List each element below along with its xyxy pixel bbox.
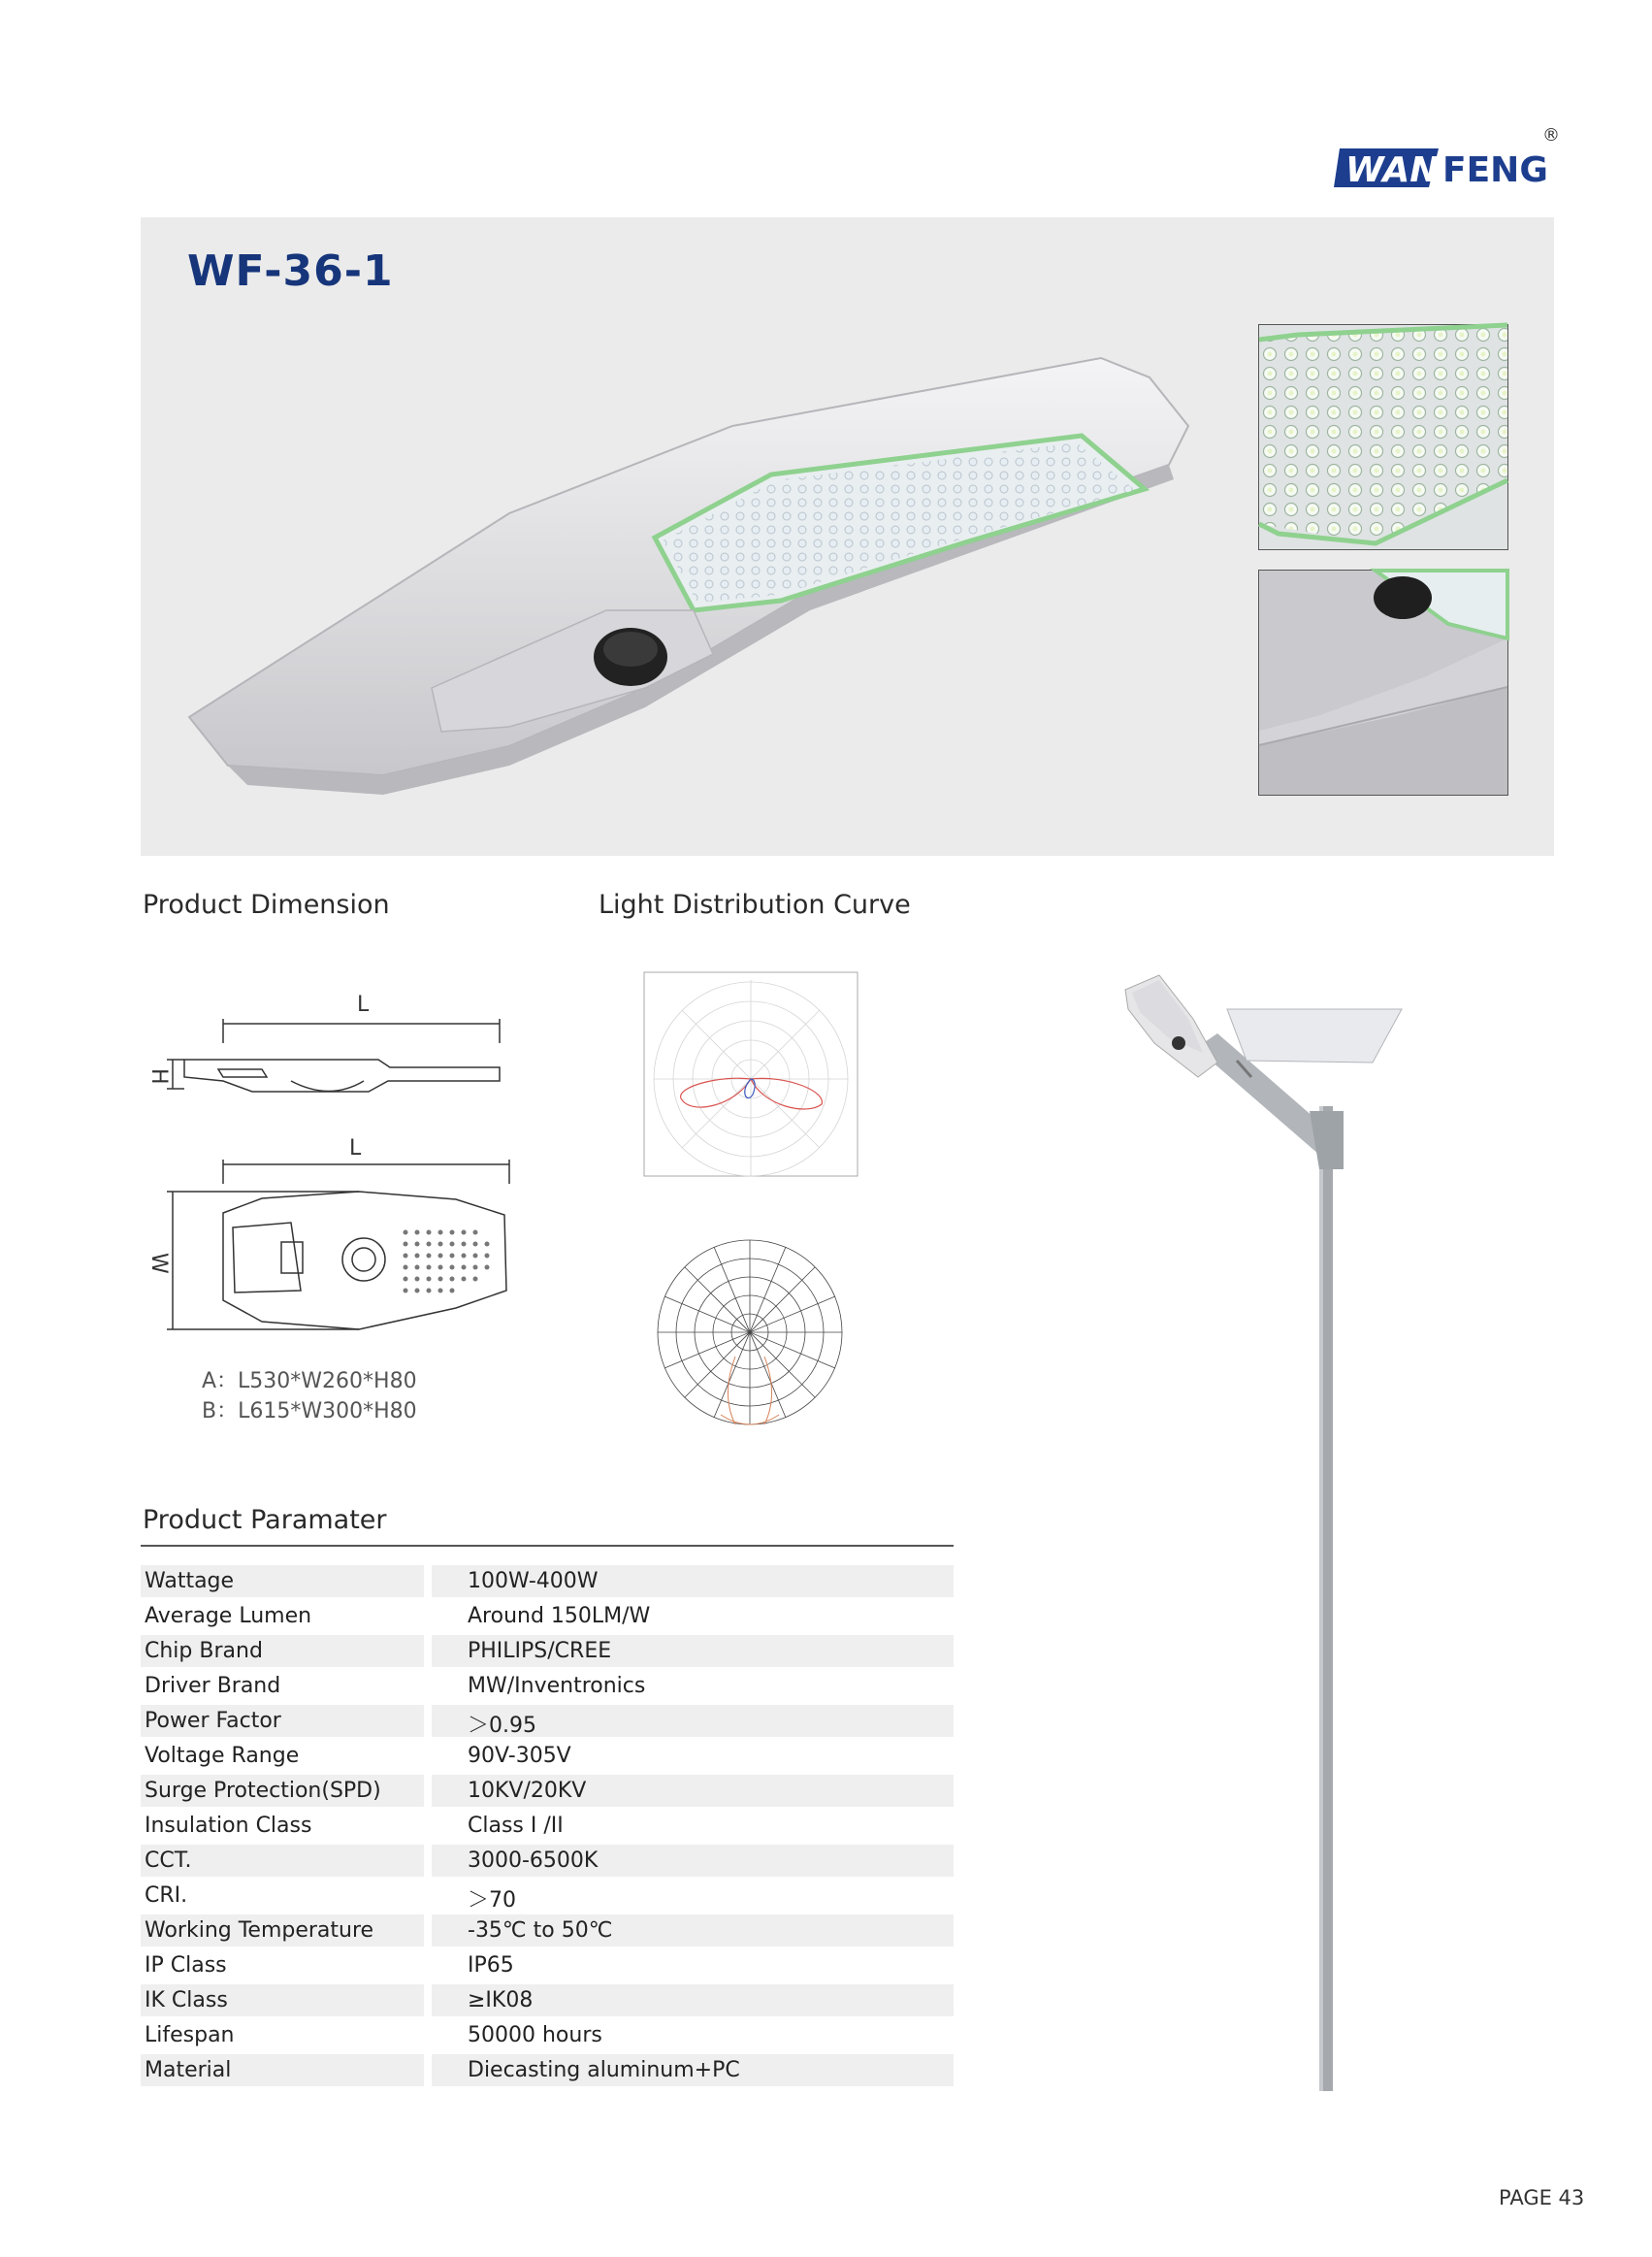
- parameter-row: [141, 1775, 954, 1810]
- parameter-row: [141, 2019, 954, 2054]
- parameter-name-cell: [141, 1880, 424, 1912]
- parameter-value: IP65: [468, 1953, 514, 1978]
- parameter-value: Class I /II: [468, 1814, 564, 1838]
- parameter-name: Power Factor: [145, 1709, 281, 1733]
- dim-label-length-top: L: [357, 993, 370, 1017]
- parameter-name: CCT.: [145, 1848, 192, 1873]
- parameter-value-cell: [432, 1565, 954, 1597]
- parameter-row: [141, 1914, 954, 1949]
- solar-street-light-pole-image: [1120, 965, 1411, 2091]
- product-model-title: WF-36-1: [187, 246, 394, 296]
- parameter-name-cell: [141, 1984, 424, 2016]
- product-hero-panel: [141, 217, 1554, 856]
- parameter-value-cell: [432, 1845, 954, 1877]
- product-dimension-drawing: [146, 980, 534, 1349]
- isolux-polar-diagram: [653, 1230, 847, 1442]
- dimension-note-a: A：L530*W260*H80: [202, 1369, 417, 1393]
- parameter-name-cell: [141, 1565, 424, 1597]
- parameter-value-cell: [432, 1880, 954, 1912]
- parameter-value: Around 150LM/W: [468, 1604, 651, 1628]
- parameter-name-cell: [141, 2019, 424, 2051]
- parameter-name-cell: [141, 1600, 424, 1632]
- product-parameter-heading: Product Paramater: [143, 1505, 387, 1535]
- parameter-row: [141, 1705, 954, 1740]
- parameter-value-cell: [432, 1949, 954, 1981]
- parameter-value: 3000-6500K: [468, 1848, 599, 1873]
- parameter-value: -35℃ to 50℃: [468, 1918, 613, 1943]
- parameter-divider: [141, 1545, 954, 1547]
- parameter-value: ≥IK08: [468, 1988, 534, 2012]
- parameter-name: Material: [145, 2058, 232, 2082]
- parameter-value: 10KV/20KV: [468, 1779, 587, 1803]
- parameter-row: [141, 1880, 954, 1914]
- parameter-value-cell: [432, 1670, 954, 1702]
- parameter-name-cell: [141, 1845, 424, 1877]
- parameter-value: 100W-400W: [468, 1569, 599, 1593]
- product-dimension-heading: Product Dimension: [143, 890, 390, 920]
- parameter-value-cell: [432, 1914, 954, 1946]
- parameter-name-cell: [141, 1740, 424, 1772]
- logo-text-right: FENG: [1442, 150, 1548, 190]
- light-distribution-heading: Light Distribution Curve: [599, 890, 911, 920]
- sensor-closeup-image: [1258, 570, 1508, 796]
- parameter-name: Voltage Range: [145, 1744, 300, 1768]
- parameter-value-cell: [432, 1775, 954, 1807]
- parameter-name-cell: [141, 1810, 424, 1842]
- parameter-name: IP Class: [145, 1953, 227, 1978]
- parameter-name-cell: [141, 2054, 424, 2086]
- parameter-name: Surge Protection(SPD): [145, 1779, 381, 1803]
- parameter-row: [141, 1810, 954, 1845]
- parameter-row: [141, 1670, 954, 1705]
- parameter-name: Lifespan: [145, 2023, 235, 2047]
- parameter-value-cell: [432, 1705, 954, 1737]
- parameter-value: MW/Inventronics: [468, 1674, 646, 1698]
- parameter-row: [141, 1600, 954, 1635]
- parameter-name: Insulation Class: [145, 1814, 312, 1838]
- brand-logo: [1334, 121, 1560, 194]
- parameter-name: Working Temperature: [145, 1918, 374, 1943]
- parameter-value-cell: [432, 1984, 954, 2016]
- parameter-row: [141, 1740, 954, 1775]
- street-light-product-image: [189, 319, 1179, 824]
- parameter-value: PHILIPS/CREE: [468, 1639, 612, 1663]
- parameter-value-cell: [432, 1635, 954, 1667]
- parameter-name-cell: [141, 1914, 424, 1946]
- dimension-notes: [202, 1366, 417, 1426]
- parameter-row: [141, 2054, 954, 2089]
- led-module-closeup-image: [1258, 324, 1508, 550]
- light-distribution-curve-chart: [642, 970, 859, 1186]
- parameter-name-cell: [141, 1705, 424, 1737]
- parameter-row: [141, 1949, 954, 1984]
- parameter-value-cell: [432, 1600, 954, 1632]
- parameter-value: ＞0.95: [468, 1714, 536, 1738]
- parameter-name: IK Class: [145, 1988, 228, 2012]
- parameter-name: Wattage: [145, 1569, 235, 1593]
- page-number: PAGE 43: [1499, 2186, 1585, 2209]
- parameter-value-cell: [432, 2054, 954, 2086]
- registered-mark: ®: [1542, 125, 1560, 146]
- parameter-name: Driver Brand: [145, 1674, 281, 1698]
- parameter-name-cell: [141, 1775, 424, 1807]
- dim-label-height: H: [146, 1068, 171, 1085]
- parameter-name-cell: [141, 1949, 424, 1981]
- parameter-value: Diecasting aluminum+PC: [468, 2058, 740, 2082]
- parameter-value-cell: [432, 1740, 954, 1772]
- parameter-name: Chip Brand: [145, 1639, 263, 1663]
- dimension-note-b: B：L615*W300*H80: [202, 1399, 417, 1423]
- parameter-row: [141, 1635, 954, 1670]
- parameter-row: [141, 1984, 954, 2019]
- parameter-value: 50000 hours: [468, 2023, 602, 2047]
- parameter-row: [141, 1845, 954, 1880]
- parameter-name-cell: [141, 1670, 424, 1702]
- dim-label-width: W: [146, 1253, 171, 1274]
- parameter-value-cell: [432, 2019, 954, 2051]
- parameter-table: [141, 1565, 954, 2089]
- logo-text-left: WAN: [1345, 150, 1440, 190]
- parameter-name: Average Lumen: [145, 1604, 312, 1628]
- parameter-value: ＞70: [468, 1888, 516, 1913]
- parameter-value: 90V-305V: [468, 1744, 571, 1768]
- parameter-row: [141, 1565, 954, 1600]
- parameter-name-cell: [141, 1635, 424, 1667]
- parameter-name: CRI.: [145, 1883, 188, 1908]
- dim-label-length-bottom: L: [349, 1136, 362, 1161]
- parameter-value-cell: [432, 1810, 954, 1842]
